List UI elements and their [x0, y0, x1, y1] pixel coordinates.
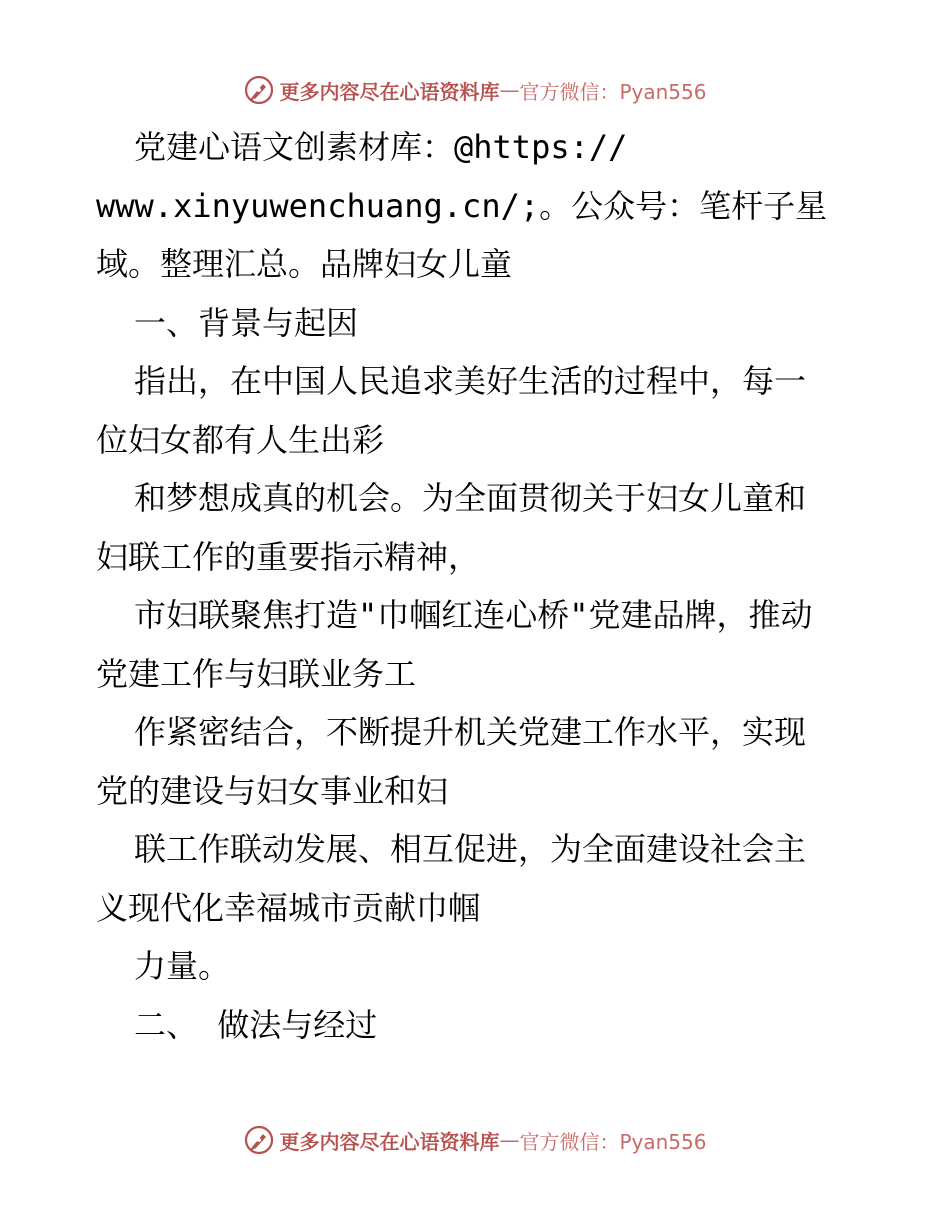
- document-body: [96, 118, 856, 1054]
- text-line: 指出，在中国人民追求美好生活的过程中，每一: [134, 362, 807, 400]
- text-line: 义现代化幸福城市贡献巾帼: [96, 888, 481, 927]
- section-heading: 二、 做法与经过: [134, 1005, 378, 1044]
- text-line: 和梦想成真的机会。为全面贯彻关于妇女儿童和: [134, 479, 807, 517]
- watermark-separator: —: [499, 78, 520, 102]
- watermark-brand: 更多内容尽在心语资料库: [279, 79, 500, 104]
- section-heading: 一、背景与起因: [134, 303, 359, 342]
- watermark-contact: 官方微信：Pyan556: [519, 1129, 707, 1154]
- text-line: 力量。: [134, 947, 231, 985]
- footer-watermark: [0, 1120, 950, 1160]
- pen-logo-icon: [243, 74, 275, 106]
- text-line: 作紧密结合，不断提升机关党建工作水平，实现: [134, 713, 807, 751]
- text-line: 党的建设与妇女事业和妇: [96, 771, 449, 810]
- watermark-contact: 官方微信：Pyan556: [519, 79, 707, 104]
- watermark-separator: —: [499, 1128, 520, 1152]
- text-line: 联工作联动发展、相互促进，为全面建设社会主: [134, 830, 807, 868]
- header-watermark: [0, 70, 950, 110]
- text-line: 党建工作与妇联业务工: [96, 654, 417, 693]
- text-line: 妇联工作的重要指示精神，: [96, 537, 481, 576]
- text-line: 位妇女都有人生出彩: [96, 420, 385, 459]
- text-line: 市妇联聚焦打造"巾帼红连心桥"党建品牌，推动: [134, 596, 813, 634]
- text-line: www.xinyuwenchuang.cn/;。公众号：笔杆子星: [96, 186, 828, 225]
- text-line: 党建心语文创素材库：@https://: [134, 128, 628, 166]
- pen-logo-icon: [243, 1124, 275, 1156]
- watermark-brand: 更多内容尽在心语资料库: [279, 1129, 500, 1154]
- text-line: 域。整理汇总。品牌妇女儿童: [96, 245, 513, 283]
